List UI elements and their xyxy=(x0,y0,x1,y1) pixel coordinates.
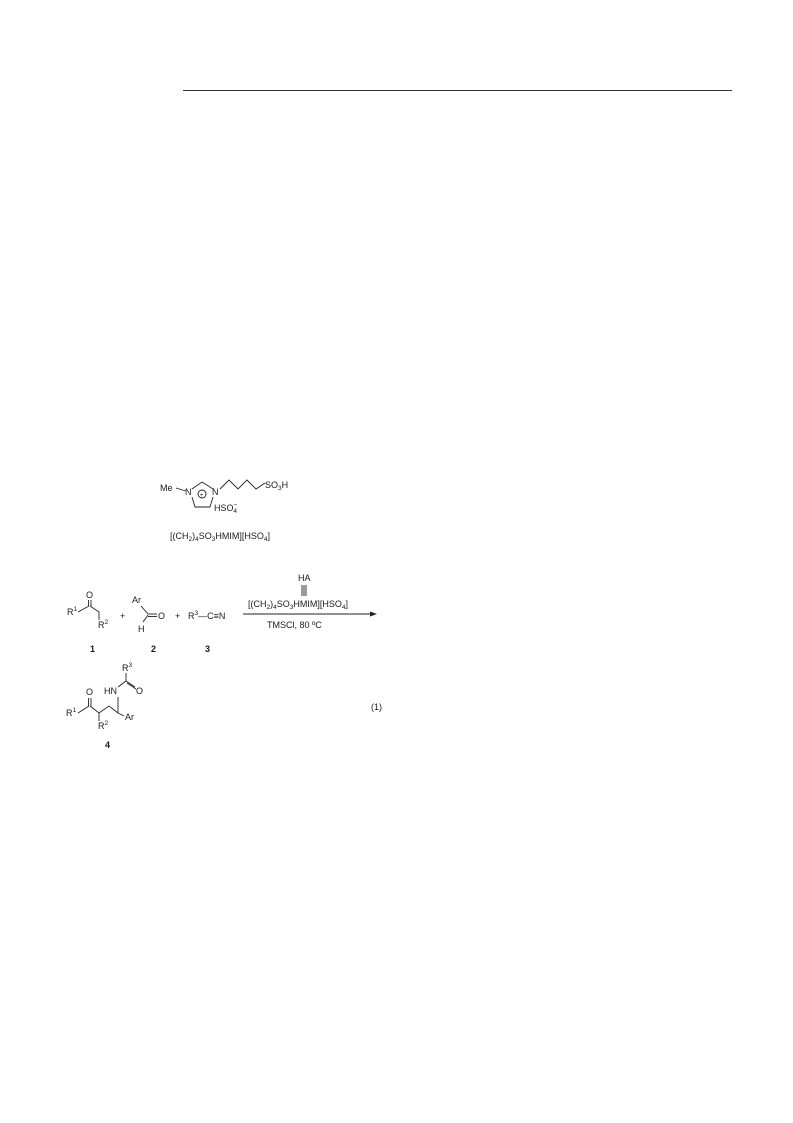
amide-double-bond-a xyxy=(126,681,135,687)
reactant-3-nitrile xyxy=(188,610,225,654)
amide-oxygen: O xyxy=(136,686,144,696)
ionic-liquid-caption: $[(CH_2)_4SO_3HMIM][HSO_4]$ xyxy=(170,531,271,543)
butyl-chain xyxy=(220,480,265,489)
plus-sign-1: + xyxy=(120,611,126,621)
nitrile-label: $R^3—C\equiv N$ xyxy=(188,610,226,621)
imidazolium-n3: N xyxy=(212,487,219,497)
alpha-carbon-bond xyxy=(90,606,99,620)
reaction-arrow-head xyxy=(370,612,377,617)
aryl-carbon-bond xyxy=(141,606,148,614)
r1-carbonyl-bond xyxy=(78,606,89,612)
compound-label-1: 1 xyxy=(90,644,96,654)
aldehyde-oxygen: O xyxy=(158,611,166,621)
amide-double-bond-b xyxy=(127,683,136,689)
reactant-1-ketone xyxy=(67,590,109,654)
reactant-2-aldehyde xyxy=(132,595,165,654)
ionic-liquid-structure xyxy=(160,480,288,543)
hydrogen-sulfate-anion: HSO− 4 xyxy=(214,502,238,515)
imidazolium-n1: N xyxy=(185,487,192,497)
r2-label: $R^2$ xyxy=(98,619,109,630)
methyl-label: Me xyxy=(160,483,173,493)
ketone-oxygen: O xyxy=(86,590,94,600)
aldehyde-hydrogen: H xyxy=(138,624,145,634)
product-r1-bond xyxy=(78,706,89,713)
compound-label-4: 4 xyxy=(105,740,111,750)
product-aryl-bond xyxy=(118,713,124,716)
compound-label-2: 2 xyxy=(151,644,157,654)
product-backbone xyxy=(90,706,118,713)
acid-label: HA xyxy=(298,573,311,583)
product-r3-label: $R^3$ xyxy=(122,662,133,673)
reaction-arrow-group xyxy=(243,573,377,630)
product-aryl-label: Ar xyxy=(125,712,134,722)
compound-label-3: 3 xyxy=(205,644,211,654)
sulfonic-acid-label: $SO_3H$ xyxy=(265,480,289,492)
catalyst-label: $[(CH_2)_4SO_3HMIM][HSO_4]$ xyxy=(248,599,349,611)
amide-carbon-bond xyxy=(118,681,126,687)
product-ketone-oxygen: O xyxy=(86,687,94,697)
r1-label: $R^1$ xyxy=(67,606,78,617)
plus-sign-2: + xyxy=(175,611,181,621)
imidazolium-ring-top xyxy=(192,482,213,489)
aryl-label: Ar xyxy=(132,595,141,605)
product-r2-label: $R^2$ xyxy=(98,720,109,731)
aldehyde-h-bond xyxy=(143,615,148,622)
conditions-label: TMSCl, 80 ºC xyxy=(267,620,322,630)
cation-plus: + xyxy=(199,492,204,499)
equation-number: (1) xyxy=(371,702,382,712)
product-r1-label: $R^1$ xyxy=(66,707,77,718)
product-amide-nh: HN xyxy=(104,686,117,696)
product-4 xyxy=(66,662,143,750)
